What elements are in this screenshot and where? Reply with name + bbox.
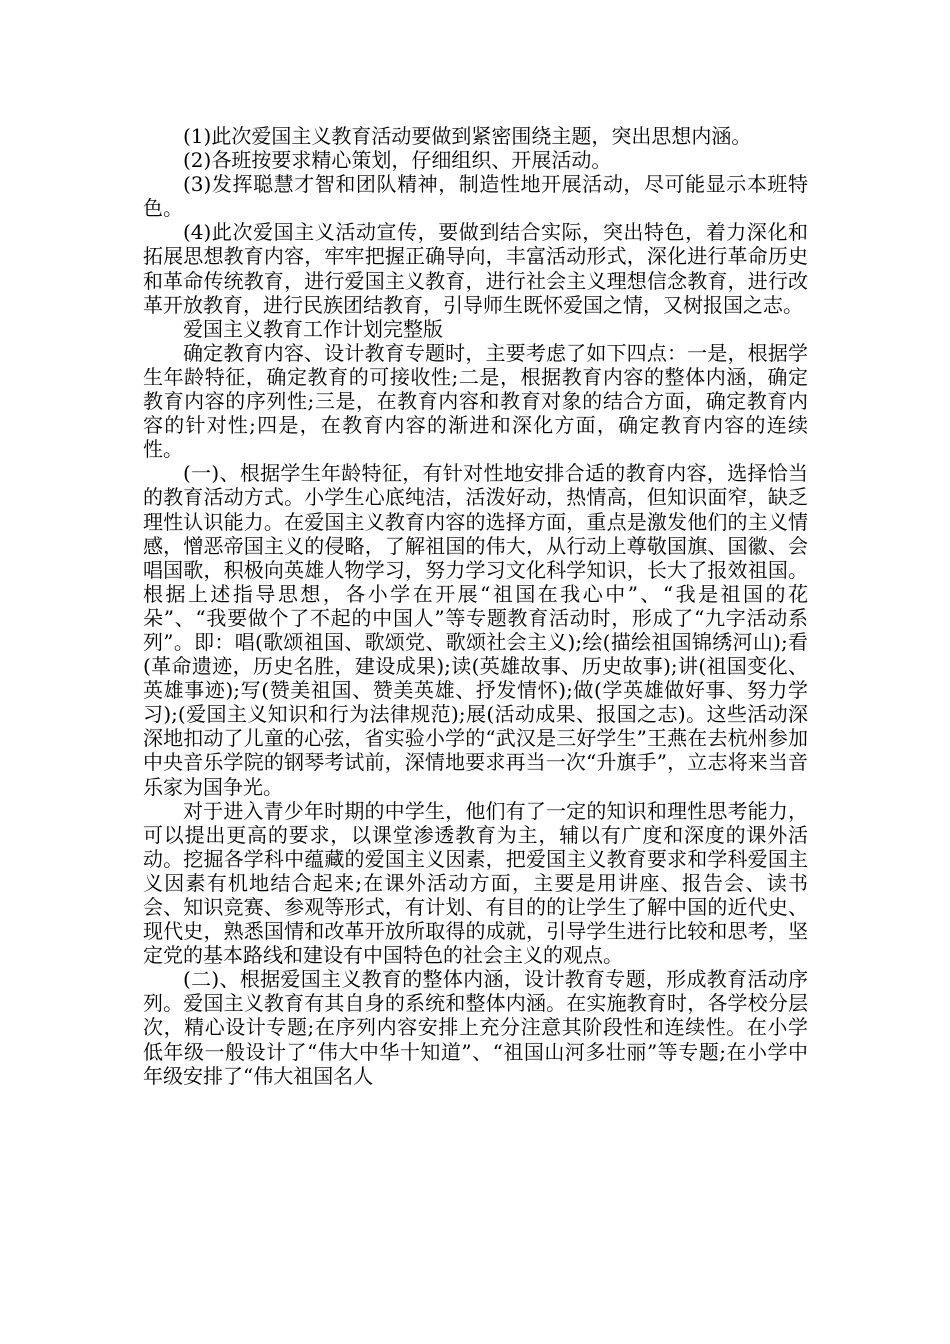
paragraph-requirement-2: (2)各班按要求精心策划，仔细组织、开展活动。 bbox=[183, 148, 612, 173]
paragraph-content-considerations: 确定教育内容、设计教育专题时，主要考虑了如下四点：一是，根据学生年龄特征，确定教育的可接收性;二是，根据教育内容的整体内涵，确定教育内容的序列性;三是，在教育内容和教育对象的结合方面，确定教育内容的针对性;四是，在教育内容的渐进和深化方面，确定教育内容的连续性。 bbox=[143, 340, 808, 462]
paragraph-requirement-4: (4)此次爱国主义活动宣传，要做到结合实际，突出特色，着力深化和拓展思想教育内容，牢牢把握正确导向，丰富活动形式，深化进行革命历史和革命传统教育，进行爱国主义教育，进行社会主义理想信念教育，进行改革开放教育，进行民族团结教育，引导师生既怀爱国之情，又树报国之志。 bbox=[143, 220, 808, 317]
document-body bbox=[143, 124, 808, 1088]
paragraph-requirement-3: (3)发挥聪慧才智和团队精神，制造性地开展活动，尽可能显示本班特色。 bbox=[143, 172, 808, 221]
paragraph-requirement-1: (1)此次爱国主义教育活动要做到紧密围绕主题，突出思想内涵。 bbox=[183, 124, 752, 148]
paragraph-section-two: (二)、根据爱国主义教育的整体内涵，设计教育专题，形成教育活动序列。爱国主义教育有其自身的系统和整体内涵。在实施教育时，各学校分层次，精心设计专题;在序列内容安排上充分注意其阶段性和连续性。在小学低年级一般设计了“伟大中华十知道”、“祖国山河多壮丽”等专题;在小学中年级安排了“伟大祖国名人 bbox=[143, 967, 808, 1088]
section-heading: 爱国主义教育工作计划完整版 bbox=[183, 316, 443, 341]
paragraph-middle-school: 对于进入青少年时期的中学生，他们有了一定的知识和理性思考能力，可以提出更高的要求，以课堂渗透教育为主，辅以有广度和深度的课外活动。挖掘各学科中蕴藏的爱国主义因素，把爱国主义教育要求和学科爱国主义因素有机地结合起来;在课外活动方面，主要是用讲座、报告会、读书会、知识竞赛、参观等形式，有计划、有目的的让学生了解中国的近代史、现代史，熟悉国情和改革开放所取得的成就，引导学生进行比较和思考，坚定党的基本路线和建设有中国特色的社会主义的观点。 bbox=[143, 798, 808, 968]
paragraph-section-one: (一)、根据学生年龄特征，有针对性地安排合适的教育内容，选择恰当的教育活动方式。小学生心底纯洁，活泼好动，热情高，但知识面窄，缺乏理性认识能力。在爱国主义教育内容的选择方面，重点是激发他们的主义情感，憎恶帝国主义的侵略，了解祖国的伟大，从行动上尊敬国旗、国徽、会唱国歌，积极向英雄人物学习，努力学习文化科学知识，长大了报效祖国。根据上述指导思想，各小学在开展“祖国在我心中”、“我是祖国的花朵”、“我要做个了不起的中国人”等专题教育活动时，形成了“九字活动系列”。即：唱(歌颂祖国、歌颂党、歌颂社会主义);绘(描绘祖国锦绣河山);看(革命遗迹，历史名胜，建设成果);读(英雄故事、历史故事);讲(祖国变化、英雄事迹);写(赞美祖国、赞美英雄、抒发情怀);做(学英雄做好事、努力学习);(爱国主义知识和行为法律规范);展(活动成果、报国之志)。这些活动深深地扣动了儿童的心弦，省实验小学的“武汉是三好学生”王燕在去杭州参加中央音乐学院的钢琴考试前，深情地要求再当一次“升旗手”，立志将来当音乐家为国争光。 bbox=[143, 461, 808, 799]
